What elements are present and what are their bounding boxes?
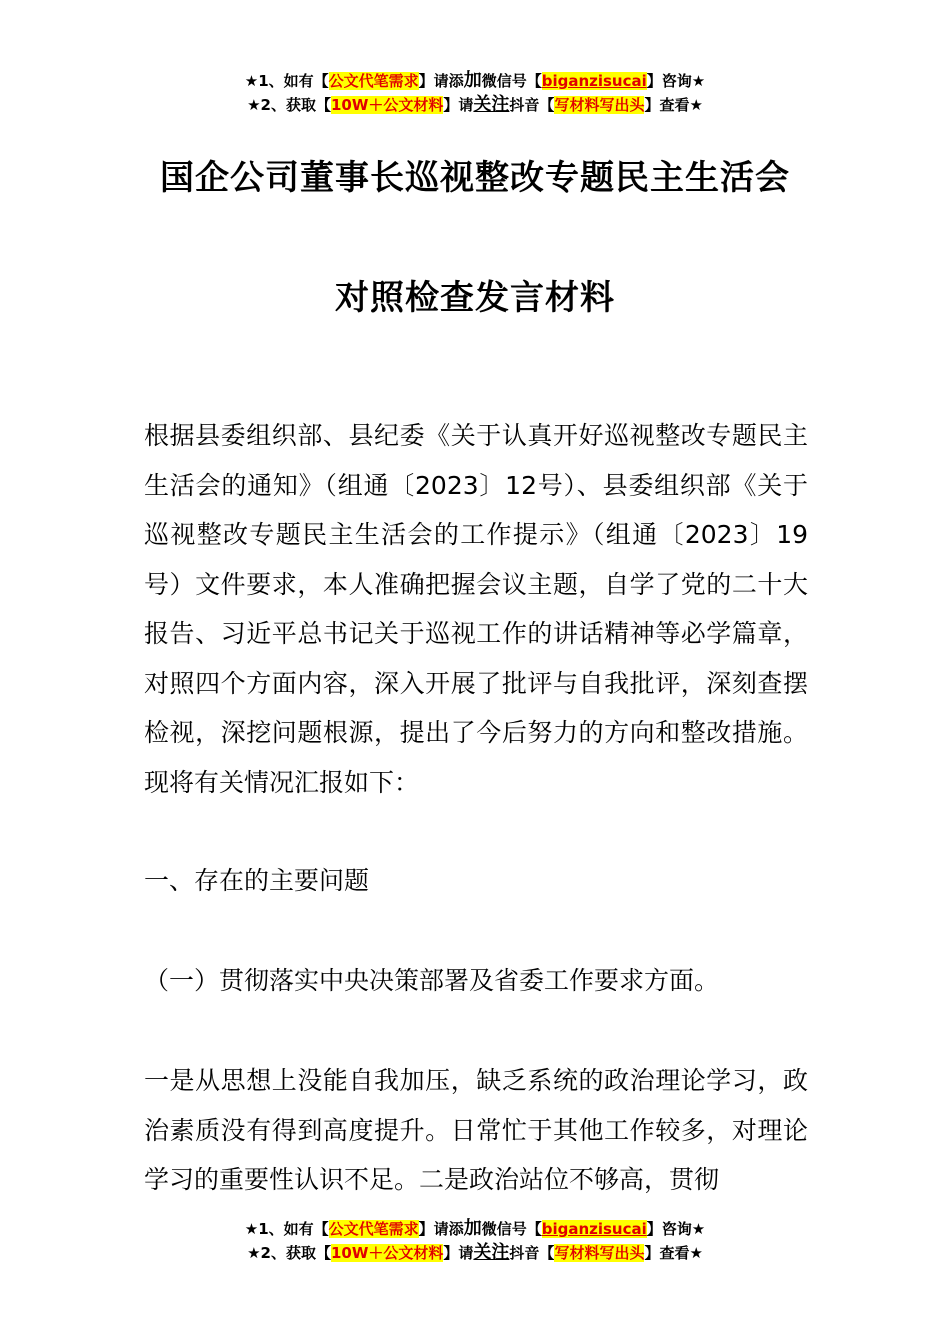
intro-paragraph: 根据县委组织部、县纪委《关于认真开好巡视整改专题民主生活会的通知》（组通〔2023〕12号）、县委组织部《关于巡视整改专题民主生活会的工作提示》（组通〔2023〕19号）文件要求，本人准确把握会议主题，自学了党的二十大报告、习近平总书记关于巡视工作的讲话精神等必学篇章，对照四个方面内容，深入开展了批评与自我批评，深刻查摆检视，深挖问题根源，提出了今后努力的方向和整改措施。现将有关情况汇报如下： — [144, 421, 808, 797]
promo-text: 】请 — [443, 96, 474, 114]
promo-emphasis: 关注 — [473, 94, 510, 115]
promo-emphasis: 关注 — [473, 1242, 510, 1263]
wechat-id-link[interactable]: biganzisucai — [541, 72, 647, 90]
wechat-id-link[interactable]: biganzisucai — [541, 1220, 647, 1238]
promo-text: 】咨询★ — [646, 72, 706, 90]
document-title-line-2: 对照检查发言材料 — [335, 278, 615, 318]
promo-text: 抖音【 — [509, 1244, 555, 1262]
document-title-line-1: 国企公司董事长巡视整改专题民主生活会 — [160, 158, 790, 198]
promo-text: ★1、如有【 — [244, 72, 329, 90]
subsection-heading: （一）贯彻落实中央决策部署及省委工作要求方面。 — [144, 966, 720, 995]
promo-text: 】查看★ — [644, 96, 703, 114]
promo-highlight: 公文代笔需求 — [328, 1220, 419, 1238]
promo-text: 微信号【 — [481, 1220, 542, 1238]
promo-text: ★2、获取【 — [247, 1244, 331, 1262]
promo-text: 】请添 — [418, 1220, 464, 1238]
promo-text: ★1、如有【 — [244, 1220, 329, 1238]
promo-highlight: 写材料写出头 — [554, 96, 645, 114]
promo-text: 】查看★ — [644, 1244, 703, 1262]
promo-highlight: 10W＋公文材料 — [330, 1244, 444, 1262]
promo-text: 】请 — [443, 1244, 474, 1262]
promo-highlight: 写材料写出头 — [554, 1244, 645, 1262]
section-heading: 一、存在的主要问题 — [144, 866, 370, 895]
promo-text: 】咨询★ — [646, 1220, 706, 1238]
promo-text: 】请添 — [418, 72, 464, 90]
body-paragraph: 一是从思想上没能自我加压，缺乏系统的政治理论学习，政治素质没有得到高度提升。日常忙于其他工作较多，对理论学习的重要性认识不足。二是政治站位不够高，贯彻 — [144, 1066, 808, 1194]
promo-line-1 — [0, 69, 950, 93]
promo-banner-top — [0, 69, 950, 117]
promo-line-2 — [0, 93, 950, 117]
promo-text: ★2、获取【 — [247, 96, 331, 114]
promo-highlight: 公文代笔需求 — [328, 72, 419, 90]
promo-emphasis: 加 — [463, 70, 482, 91]
promo-text: 微信号【 — [481, 72, 542, 90]
promo-banner-bottom — [0, 1217, 950, 1265]
promo-text: 抖音【 — [509, 96, 555, 114]
promo-emphasis: 加 — [463, 1218, 482, 1239]
promo-highlight: 10W＋公文材料 — [330, 96, 444, 114]
promo-line-2 — [0, 1241, 950, 1265]
promo-line-1 — [0, 1217, 950, 1241]
